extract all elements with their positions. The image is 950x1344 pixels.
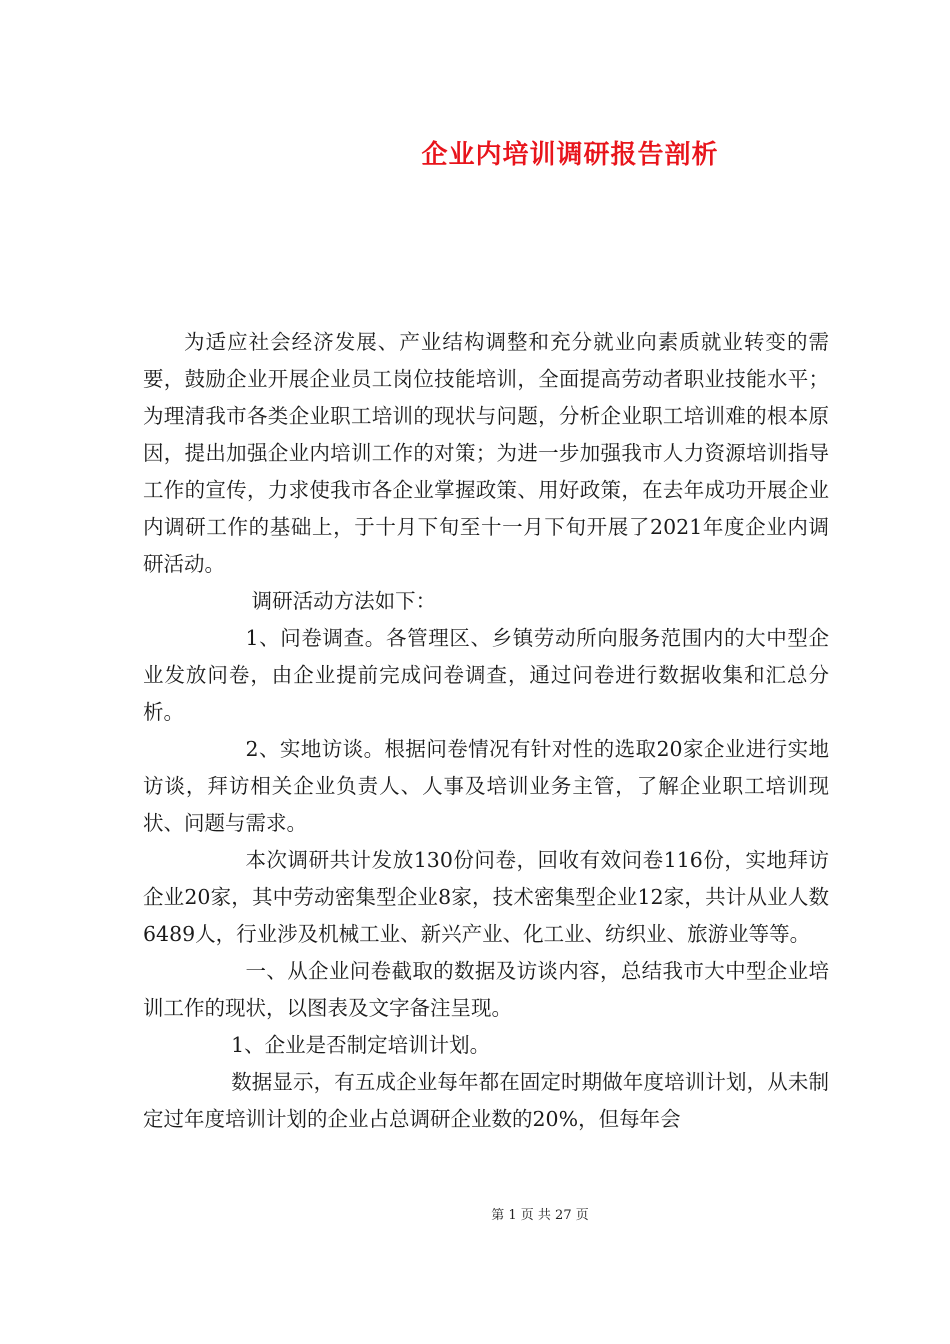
paragraph-method-interview: 2、实地访谈。根据问卷情况有针对性的选取20家企业进行实地访谈，拜访相关企业负责人、人事及培训业务主管，了解企业职工培训现状、问题与需求。 [143, 737, 829, 835]
document-body [143, 324, 829, 1138]
page-title: 企业内培训调研报告剖析 [421, 140, 719, 170]
paragraph-data-findings: 数据显示，有五成企业每年都在固定时期做年度培训计划，从未制定过年度培训计划的企业占总调研企业数的20%，但每年会 [143, 1070, 829, 1131]
paragraph-intro: 为适应社会经济发展、产业结构调整和充分就业向素质就业转变的需要，鼓励企业开展企业员工岗位技能培训，全面提高劳动者职业技能水平；为理清我市各类企业职工培训的现状与问题，分析企业职工培训难的根本原因，提出加强企业内培训工作的对策；为进一步加强我市人力资源培训指导工作的宣传，力求使我市各企业掌握政策、用好政策，在去年成功开展企业内调研工作的基础上，于十月下旬至十一月下旬开展了2021年度企业内调研活动。 [143, 330, 829, 576]
page-number: 第 1 页 共 27 页 [491, 1208, 589, 1223]
paragraph-section-one: 一、从企业问卷截取的数据及访谈内容，总结我市大中型企业培训工作的现状，以图表及文字备注呈现。 [143, 959, 829, 1020]
paragraph-survey-stats: 本次调研共计发放130份问卷，回收有效问卷116份，实地拜访企业20家，其中劳动密集型企业8家，技术密集型企业12家，共计从业人数6489人，行业涉及机械工业、新兴产业、化工业、纺织业、旅游业等等。 [143, 848, 829, 946]
paragraph-methods-heading: 调研活动方法如下： [251, 589, 437, 613]
paragraph-subsection-one: 1、企业是否制定培训计划。 [231, 1033, 491, 1057]
paragraph-method-survey: 1、问卷调查。各管理区、乡镇劳动所向服务范围内的大中型企业发放问卷，由企业提前完成问卷调查，通过问卷进行数据收集和汇总分析。 [143, 626, 829, 724]
